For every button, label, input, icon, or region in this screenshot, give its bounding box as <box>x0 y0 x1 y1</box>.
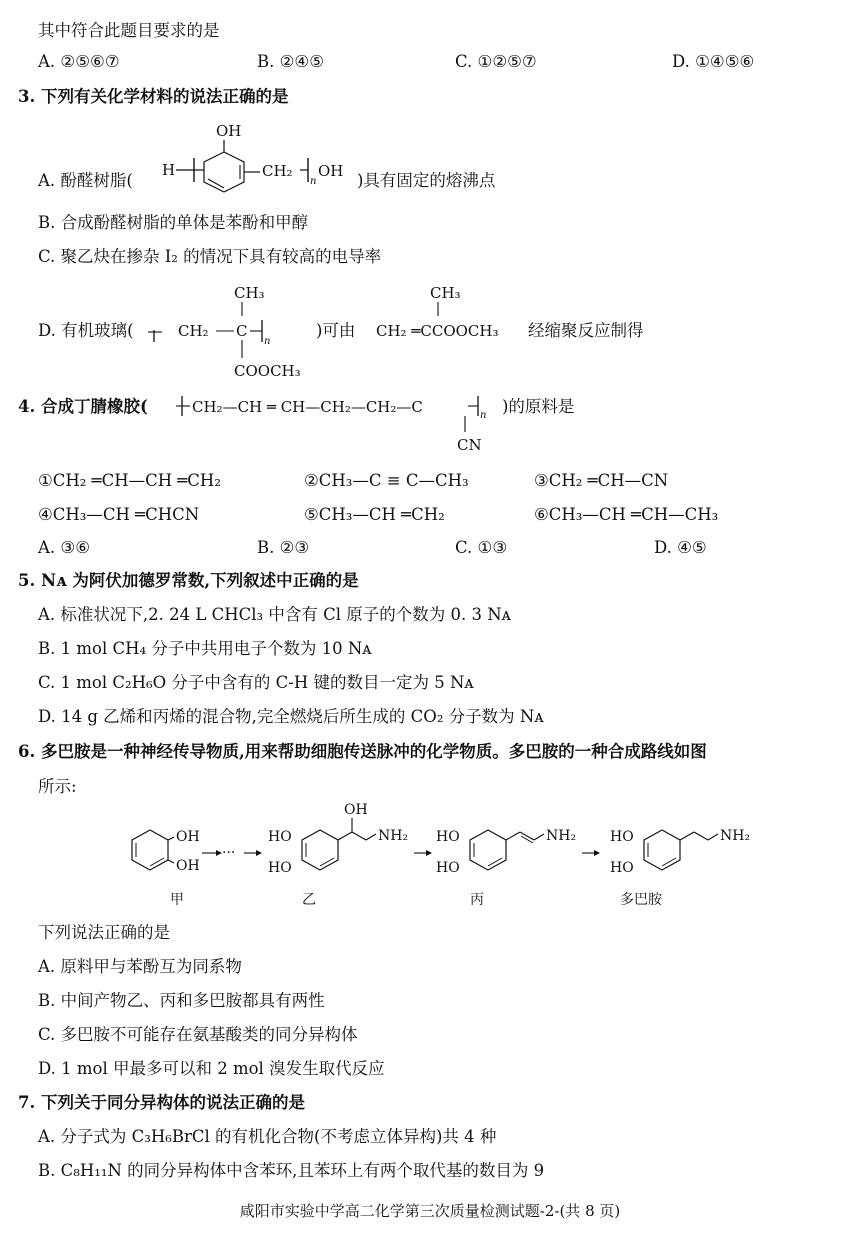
yi-nh2: NH₂ <box>378 828 409 844</box>
compound-bing <box>436 828 576 908</box>
yi-ho-1: HO <box>268 829 292 845</box>
yi-ho-2: HO <box>268 860 292 876</box>
q4-option-b: B. ②③ <box>257 538 310 557</box>
label-dopamine: 多巴胺 <box>620 892 662 908</box>
q6-option-c: C. 多巴胺不可能存在氨基酸类的同分异构体 <box>38 1025 358 1044</box>
q4-stem-suffix: )的原料是 <box>502 397 575 416</box>
q5-option-c: C. 1 mol C₂H₆O 分子中含有的 C-H 键的数目一定为 5 Nᴀ <box>38 673 474 692</box>
bing-ho-1: HO <box>436 829 460 845</box>
dopamine-synthesis-scheme <box>120 800 760 916</box>
q3-option-d-suffix: 经缩聚反应制得 <box>528 321 644 340</box>
q4-choice-4: ④CH₃—CH ═CHCN <box>38 505 200 524</box>
q5-stem: 5. Nᴀ 为阿伏加德罗常数,下列叙述中正确的是 <box>18 571 359 590</box>
methyl-methacrylate-structure <box>376 280 526 346</box>
plexiglass-polymer-structure <box>140 280 320 384</box>
q4-option-c: C. ①③ <box>455 538 508 557</box>
q7-option-b: B. C₈H₁₁N 的同分异构体中含苯环,且苯环上有两个取代基的数目为 9 <box>38 1161 545 1180</box>
q3-option-d-prefix: D. 有机玻璃( <box>38 321 134 340</box>
nitrile-rubber-n: n <box>480 410 487 421</box>
q4-choice-2: ②CH₃—C ≡ C—CH₃ <box>304 471 469 490</box>
q3-option-c: C. 聚乙炔在掺杂 I₂ 的情况下具有较高的电导率 <box>38 247 382 266</box>
q5-option-b: B. 1 mol CH₄ 分子中共用电子个数为 10 Nᴀ <box>38 639 372 658</box>
label-bing: 丙 <box>470 892 484 908</box>
pmma-ester: COOCH₃ <box>234 362 301 380</box>
q2-option-d: D. ①④⑤⑥ <box>672 52 755 71</box>
q6-option-b: B. 中间产物乙、丙和多巴胺都具有两性 <box>38 991 325 1010</box>
phenolic-resin-structure <box>150 118 360 198</box>
bing-nh2: NH₂ <box>546 828 577 844</box>
q6-option-d: D. 1 mol 甲最多可以和 2 mol 溴发生取代反应 <box>38 1059 385 1078</box>
phenolic-h: H <box>162 161 176 179</box>
bing-ho-2: HO <box>436 860 460 876</box>
q2-option-a: A. ②⑤⑥⑦ <box>38 52 120 71</box>
q4-option-a: A. ③⑥ <box>38 538 90 557</box>
q3-option-d-mid: )可由 <box>316 321 356 340</box>
q5-option-d: D. 14 g 乙烯和丙烯的混合物,完全燃烧后所生成的 CO₂ 分子数为 Nᴀ <box>38 707 544 726</box>
pmma-c: C <box>236 322 248 340</box>
phenolic-n: n <box>310 176 317 187</box>
q7-stem: 7. 下列关于同分异构体的说法正确的是 <box>18 1093 305 1112</box>
pmma-n: n <box>264 336 271 347</box>
phenolic-oh-end: OH <box>318 162 344 180</box>
q6-stem-line1: 6. 多巴胺是一种神经传导物质,用来帮助细胞传送脉冲的化学物质。多巴胺的一种合成路线如图 <box>18 742 707 761</box>
q4-choice-3: ③CH₂ ═CH—CN <box>534 471 669 490</box>
q4-option-d: D. ④⑤ <box>654 538 707 557</box>
compound-jia <box>132 829 200 908</box>
q6-stem-line2: 所示: <box>38 777 77 796</box>
q3-option-a-prefix: A. 酚醛树脂( <box>38 171 133 190</box>
benzene-ring <box>204 152 244 192</box>
nitrile-rubber-cn: CN <box>457 436 482 454</box>
dopamine-ho-1: HO <box>610 829 634 845</box>
q7-option-a: A. 分子式为 C₃H₆BrCl 的有机化合物(不考虑立体异构)共 4 种 <box>38 1127 497 1146</box>
arrow-dots: ··· <box>222 845 236 861</box>
nitrile-rubber-structure <box>170 386 510 458</box>
q2-option-b: B. ②④⑤ <box>257 52 324 71</box>
q3-stem: 3. 下列有关化学材料的说法正确的是 <box>18 87 289 106</box>
q2-option-c: C. ①②⑤⑦ <box>455 52 537 71</box>
q6-prompt: 下列说法正确的是 <box>38 923 170 942</box>
yi-oh-top: OH <box>344 802 368 818</box>
label-yi: 乙 <box>302 892 316 908</box>
q4-choice-5: ⑤CH₃—CH ═CH₂ <box>304 505 445 524</box>
q6-option-a: A. 原料甲与苯酚互为同系物 <box>38 957 242 976</box>
mma-ch3: CH₃ <box>430 284 461 302</box>
nitrile-rubber-chain: CH₂—CH ═ CH—CH₂—CH₂—C <box>192 398 423 416</box>
q5-option-a: A. 标准状况下,2. 24 L CHCl₃ 中含有 Cl 原子的个数为 0. 3 Nᴀ <box>38 605 511 624</box>
q4-choice-1: ①CH₂ ═CH—CH ═CH₂ <box>38 471 221 490</box>
q3-option-b: B. 合成酚醛树脂的单体是苯酚和甲醇 <box>38 213 309 232</box>
dopamine-nh2: NH₂ <box>720 828 751 844</box>
jia-oh-1: OH <box>176 829 200 845</box>
q2-intro: 其中符合此题目要求的是 <box>38 21 220 40</box>
pmma-ch2: CH₂ <box>178 322 209 340</box>
pmma-ch3: CH₃ <box>234 284 265 302</box>
label-jia: 甲 <box>170 892 184 908</box>
phenol-oh-top: OH <box>216 122 242 140</box>
q4-choice-6: ⑥CH₃—CH ═CH—CH₃ <box>534 505 719 524</box>
jia-oh-2: OH <box>176 858 200 874</box>
phenolic-ch2: CH₂ <box>262 162 293 180</box>
page-footer: 咸阳市实验中学高二化学第三次质量检测试题-2-(共 8 页) <box>239 1202 621 1220</box>
compound-yi <box>268 802 408 908</box>
dopamine-ho-2: HO <box>610 860 634 876</box>
compound-dopamine <box>610 828 750 908</box>
mma-formula: CH₂ ═CCOOCH₃ <box>376 322 499 340</box>
q3-option-a-suffix: )具有固定的熔沸点 <box>357 171 496 190</box>
q4-stem-prefix: 4. 合成丁腈橡胶( <box>18 397 148 416</box>
